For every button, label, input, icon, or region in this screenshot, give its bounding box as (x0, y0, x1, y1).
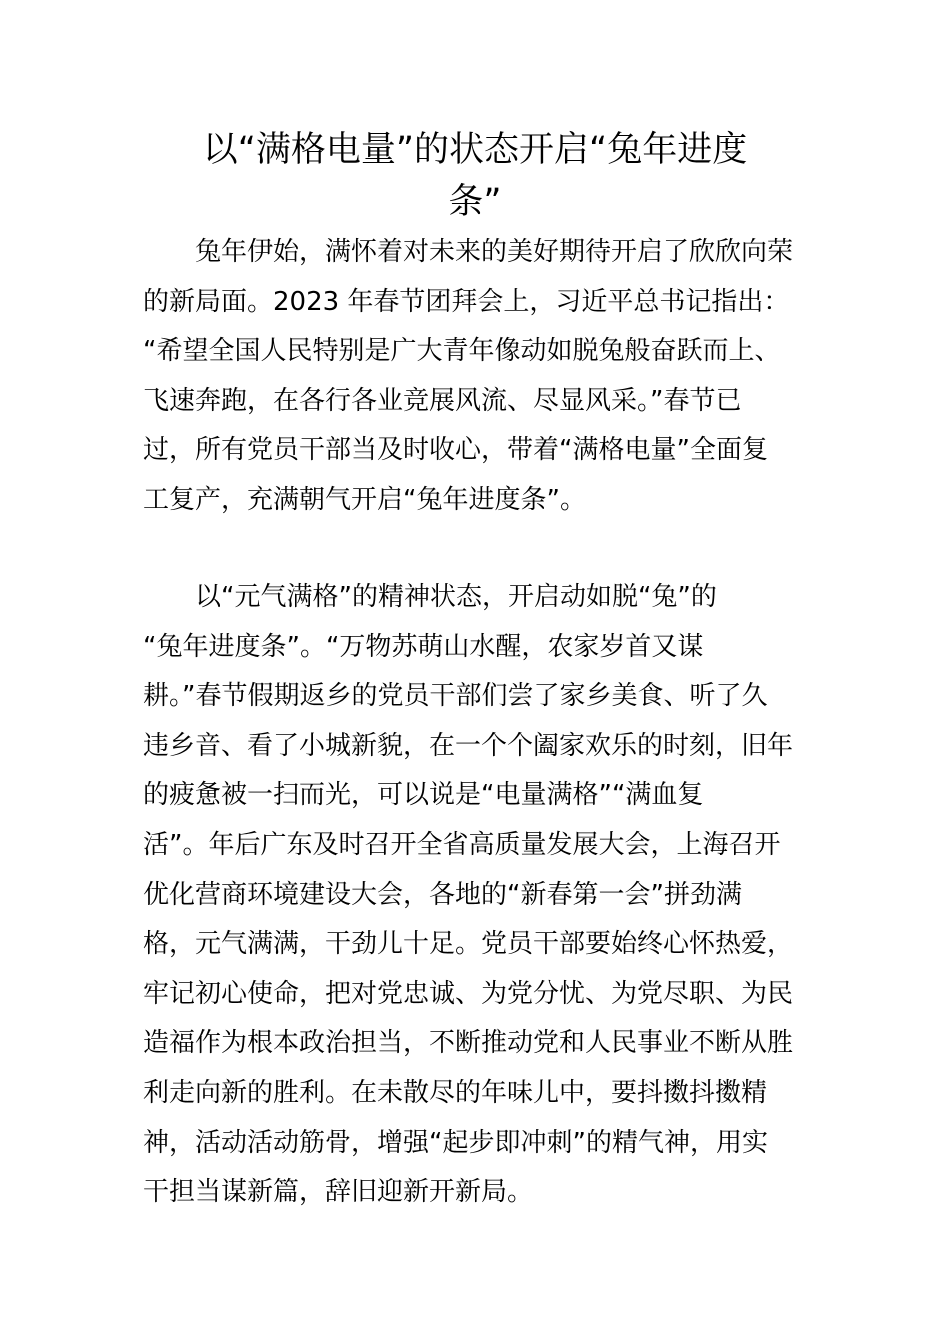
paragraph-line: 耕。”春节假期返乡的党员干部们尝了家乡美食、听了久 (143, 681, 768, 712)
paragraph-1 (143, 228, 808, 526)
paragraph-line: 造福作为根本政治担当，不断推动党和人民事业不断从胜 (143, 1028, 794, 1059)
paragraph-line: 神，活动活动筋骨，增强“起步即冲刺”的精气神，用实 (143, 1127, 768, 1158)
paragraph-line: 干担当谋新篇，辞旧迎新开新局。 (143, 1177, 534, 1208)
paragraph-line: 活”。年后广东及时召开全省高质量发展大会，上海召开 (143, 829, 781, 860)
title-line: 条” (448, 182, 502, 222)
paragraph-line: 违乡音、看了小城新貌，在一个个阖家欢乐的时刻，旧年 (143, 730, 794, 761)
paragraph-line: 优化营商环境建设大会，各地的“新春第一会”拼劲满 (143, 879, 742, 910)
paragraph-line: 的新局面。2023 年春节团拜会上，习近平总书记指出： (143, 286, 790, 317)
paragraph-line: 飞速奔跑，在各行各业竞展风流、尽显风采。”春节已 (143, 385, 742, 416)
paragraph-line (143, 228, 808, 278)
document-title (150, 124, 800, 228)
paragraph-line: 牢记初心使命，把对党忠诚、为党分忧、为党尽职、为民 (143, 978, 794, 1009)
paragraph-line: 格，元气满满，干劲儿十足。党员干部要始终心怀热爱， (143, 929, 794, 960)
title-line: 以“满格电量”的状态开启“兔年进度 (202, 130, 748, 170)
paragraph-2 (143, 573, 808, 1218)
paragraph-line: 过，所有党员干部当及时收心，带着“满格电量”全面复 (143, 435, 768, 466)
paragraph-line-text: 兔年伊始，满怀着对未来的美好期待开启了欣欣向荣 (195, 237, 794, 267)
paragraph-line: “兔年进度条”。“万物苏萌山水醒，农家岁首又谋 (143, 631, 704, 662)
paragraph-line (143, 573, 808, 623)
paragraph-line: “希望全国人民特别是广大青年像动如脱兔般奋跃而上、 (143, 336, 781, 367)
paragraph-line: 工复产，充满朝气开启“兔年进度条”。 (143, 484, 586, 515)
paragraph-line: 的疲惫被一扫而光，可以说是“电量满格”“满血复 (143, 780, 704, 811)
paragraph-line: 利走向新的胜利。在未散尽的年味儿中，要抖擞抖擞精 (143, 1077, 768, 1108)
paragraph-line-text: 以“元气满格”的精神状态，开启动如脱“兔”的 (195, 582, 717, 612)
